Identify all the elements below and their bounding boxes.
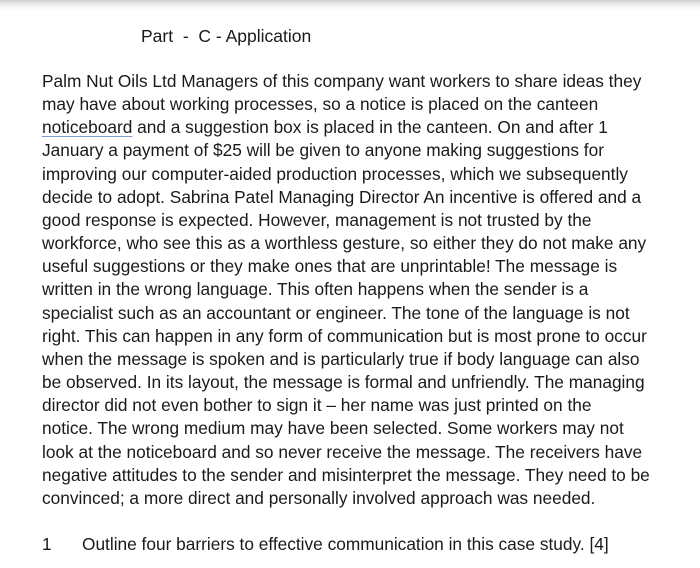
case-study-passage [42, 70, 667, 510]
passage-line: director did not even bother to sign it – her name was just printed on the [42, 395, 592, 416]
passage-line: written in the wrong language. This often happens when the sender is a [42, 279, 589, 300]
passage-line: be observed. In its layout, the message is formal and unfriendly. The managing [42, 372, 645, 393]
passage-line: when the message is spoken and is particularly true if body language can also [42, 348, 640, 369]
top-edge-shadow [0, 0, 700, 10]
passage-line: look at the noticeboard and so never receive the message. The receivers have [42, 441, 643, 462]
passage-line [42, 116, 667, 139]
passage-line-remainder: and a suggestion box is placed in the canteen. On and after 1 [132, 117, 608, 138]
passage-line: decide to adopt. Sabrina Patel Managing Director An incentive is offered and a [42, 186, 642, 207]
passage-line: workforce, who see this as a worthless gesture, so either they do not make any [42, 233, 647, 254]
passage-line: negative attitudes to the sender and misinterpret the message. They need to be [42, 464, 650, 485]
passage-line: improving our computer-aided production processes, which we subsequently [42, 163, 628, 184]
passage-line: good response is expected. However, management is not trusted by the [42, 209, 592, 230]
question-item [42, 532, 662, 556]
passage-line: right. This can happen in any form of communication but is most prone to occur [42, 325, 647, 346]
passage-line: specialist such as an accountant or engineer. The tone of the language is not [42, 302, 630, 323]
passage-line: notice. The wrong medium may have been selected. Some workers may not [42, 418, 624, 439]
underlined-word: noticeboard [42, 117, 133, 138]
question-text: Outline four barriers to effective communication in this case study. [4] [82, 534, 609, 554]
passage-line: useful suggestions or they make ones that are unprintable! The message is [42, 256, 618, 277]
page-title: Part - C - Application [141, 26, 312, 46]
passage-line: Palm Nut Oils Ltd Managers of this company want workers to share ideas they [42, 71, 642, 91]
passage-line: January a payment of $25 will be given to anyone making suggestions for [42, 140, 604, 161]
passage-line: may have about working processes, so a notice is placed on the canteen [42, 94, 599, 115]
question-number: 1 [42, 534, 52, 554]
passage-line: convinced; a more direct and personally involved approach was needed. [42, 487, 596, 508]
